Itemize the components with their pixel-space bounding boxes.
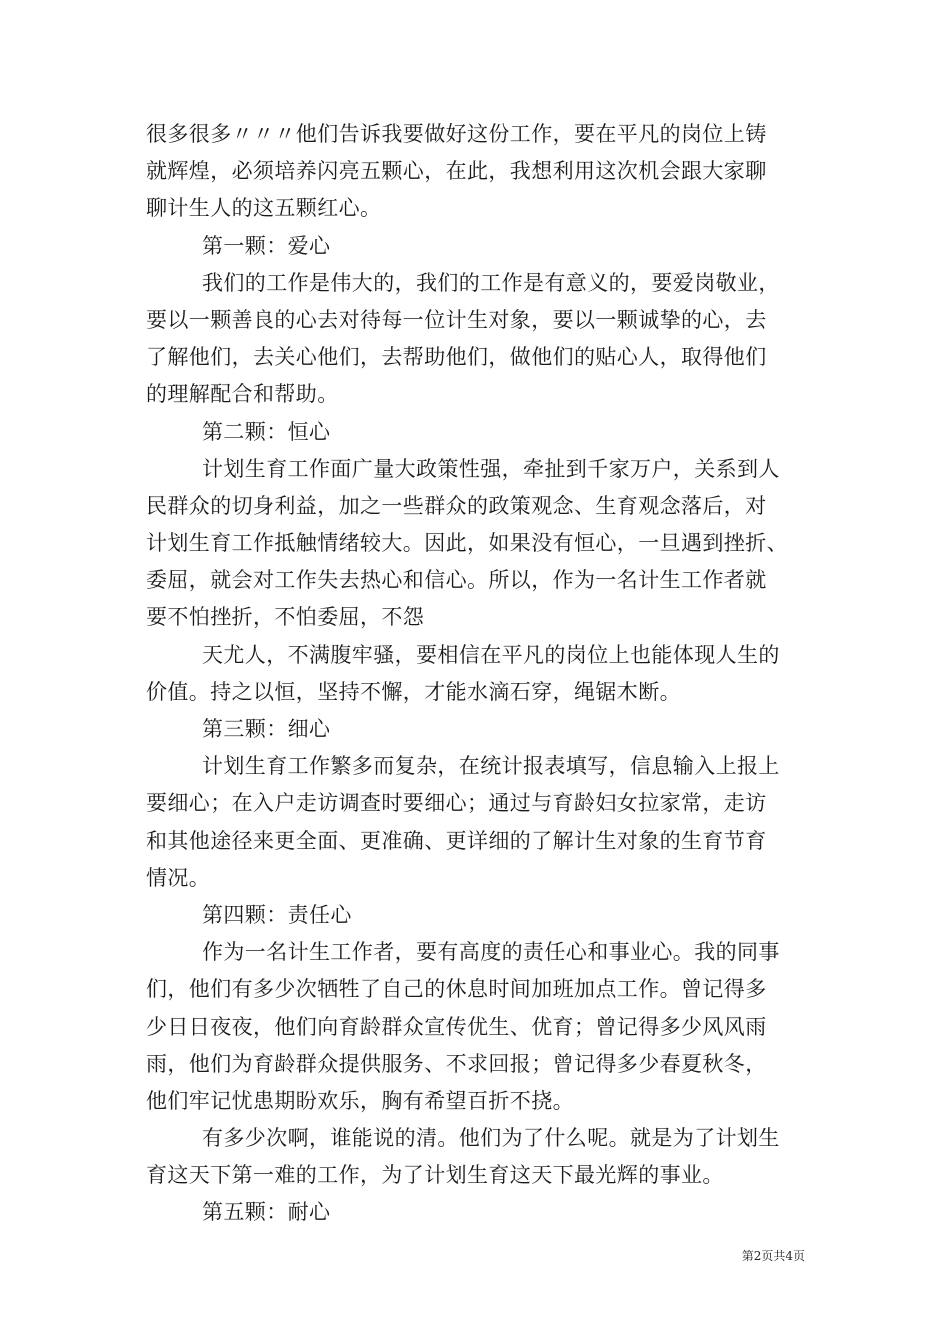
- text-line: 少日日夜夜，他们向育龄群众宣传优生、优育；曾记得多少风风雨: [146, 1014, 767, 1039]
- text-line: 我们的工作是伟大的，我们的工作是有意义的，要爱岗敬业，: [202, 270, 780, 295]
- text-line: 要细心；在入户走访调查时要细心；通过与育龄妇女拉家常，走访: [146, 791, 767, 816]
- text-line: 价值。持之以恒，坚持不懈，才能水滴石穿，绳锯木断。: [146, 679, 681, 704]
- text-line: 民群众的切身利益，加之一些群众的政策观念、生育观念落后，对: [146, 493, 767, 518]
- text-line: 就辉煌，必须培养闪亮五颗心，在此，我想利用这次机会跟大家聊: [146, 159, 767, 184]
- text-line: 情况。: [146, 865, 211, 890]
- text-line: 第一颗：爱心: [202, 233, 331, 258]
- text-line: 第四颗：责任心: [202, 902, 352, 927]
- text-line: 要以一颗善良的心去对待每一位计生对象，要以一颗诚挚的心，去: [146, 307, 767, 332]
- text-line: 聊计生人的这五颗红心。: [146, 196, 382, 221]
- text-line: 第二颗：恒心: [202, 419, 331, 444]
- text-line: 育这天下第一难的工作，为了计划生育这天下最光辉的事业。: [146, 1163, 724, 1188]
- text-line: 第五颗：耐心: [202, 1200, 331, 1225]
- text-line: 作为一名计生工作者，要有高度的责任心和事业心。我的同事: [202, 940, 780, 965]
- text-line: 计划生育工作抵触情绪较大。因此，如果没有恒心，一旦遇到挫折、: [146, 531, 788, 556]
- text-line: 有多少次啊，谁能说的清。他们为了什么呢。就是为了计划生: [202, 1126, 780, 1151]
- text-line: 和其他途径来更全面、更准确、更详细的了解计生对象的生育节育: [146, 828, 767, 853]
- text-line: 计划生育工作繁多而复杂，在统计报表填写，信息输入上报上: [202, 754, 780, 779]
- text-line: 了解他们，去关心他们，去帮助他们，做他们的贴心人，取得他们: [146, 345, 767, 370]
- text-line: 天尤人，不满腹牢骚，要相信在平凡的岗位上也能体现人生的: [202, 642, 780, 667]
- text-line: 很多很多〃〃〃他们告诉我要做好这份工作，要在平凡的岗位上铸: [146, 122, 767, 146]
- page-number: 第2页共4页: [741, 1249, 805, 1263]
- text-line: 他们牢记忧患期盼欢乐，胸有希望百折不挠。: [146, 1088, 574, 1113]
- text-line: 第三颗：细心: [202, 717, 331, 741]
- text-line: 要不怕挫折，不怕委屈，不怨: [146, 605, 425, 630]
- text-line: 的理解配合和帮助。: [146, 382, 339, 407]
- text-line: 委屈，就会对工作失去热心和信心。所以，作为一名计生工作者就: [146, 568, 767, 593]
- text-line: 计划生育工作面广量大政策性强，牵扯到千家万户，关系到人: [202, 456, 780, 481]
- document-body: [146, 116, 814, 1232]
- text-line: 们，他们有多少次牺牲了自己的休息时间加班加点工作。曾记得多: [146, 977, 767, 1002]
- text-line: 雨，他们为育龄群众提供服务、不求回报；曾记得多少春夏秋冬，: [146, 1051, 767, 1076]
